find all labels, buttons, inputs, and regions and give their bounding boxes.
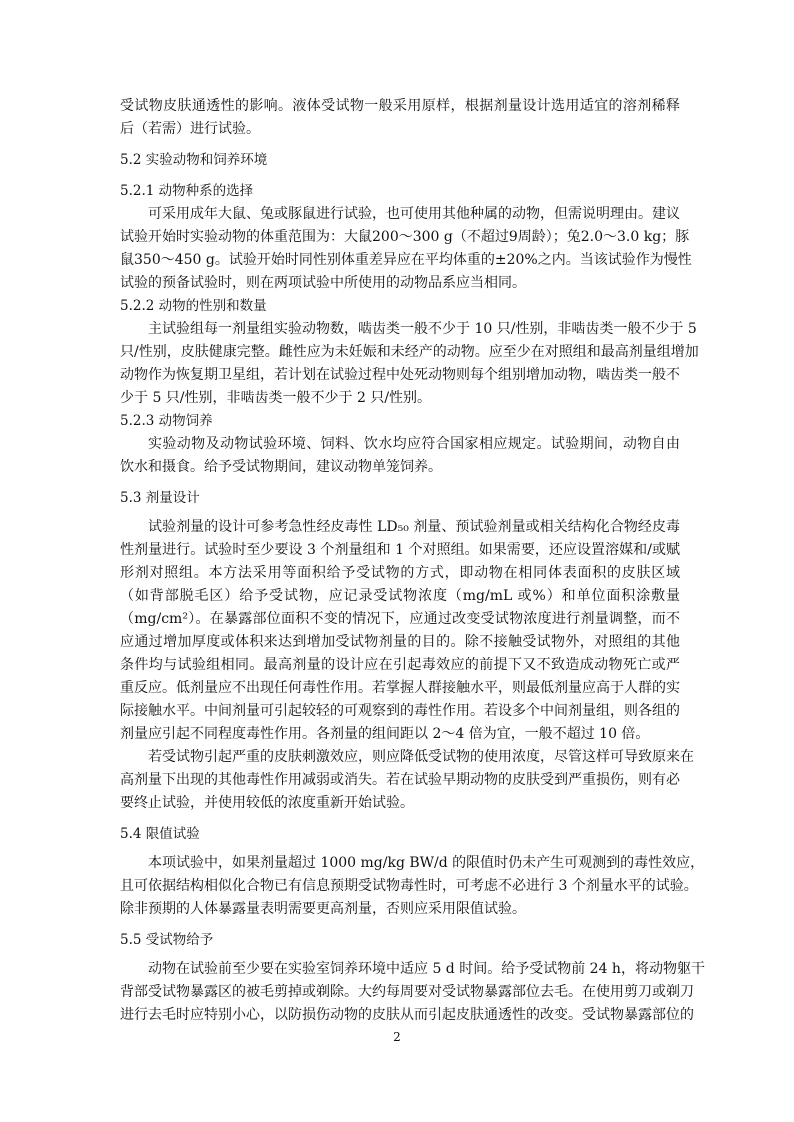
body-text-line: 背部受试物暴露区的被毛剪掉或剃除。大约每周要对受试物暴露部位去毛。在使用剪刀或剃刀 <box>120 984 694 1000</box>
body-text-line: 少于 5 只/性别，非啮齿类一般不少于 2 只/性别。 <box>120 390 432 406</box>
body-text-line: 可采用成年大鼠、兔或豚鼠进行试验，也可使用其他种属的动物，但需说明理由。建议 <box>148 206 680 222</box>
body-text-line: 只/性别，皮肤健康完整。雌性应为未妊娠和未经产的动物。应至少在对照组和最高剂量组增加 <box>120 344 699 360</box>
body-text-line: 动物在试验前至少要在实验室饲养环境中适应 5 d 时间。给予受试物前 24 h，将动物躯干 <box>148 961 705 977</box>
body-text-line: 条件均与试验组相同。最高剂量的设计应在引起毒效应的前提下又不致造成动物死亡或严 <box>120 657 680 673</box>
subsection-heading-5-2-2: 5.2.2 动物的性别和数量 <box>120 298 267 314</box>
body-text-line: 饮水和摄食。给予受试物期间，建议动物单笼饲养。 <box>120 459 442 475</box>
body-text-line: 试验的预备试验时，则在两项试验中所使用的动物品系应当相同。 <box>120 275 526 291</box>
body-text-line: 际接触水平。中间剂量可引起较轻的可观察到的毒性作用。若设多个中间剂量组，则各组的 <box>120 703 680 719</box>
section-heading-5-2: 5.2 实验动物和饲养环境 <box>120 152 268 168</box>
section-heading-5-4: 5.4 限值试验 <box>120 826 200 842</box>
body-text-line: 剂量应引起不同程度毒性作用。各剂量的组间距以 2～4 倍为宜，一般不超过 10 倍。 <box>120 726 650 742</box>
page-number: 2 <box>393 1030 401 1044</box>
body-text-line: 动物作为恢复期卫星组，若计划在试验过程中处死动物则每个组别增加动物，啮齿类一般不 <box>120 367 680 383</box>
body-text-line: 形剂对照组。本方法采用等面积给予受试物的方式，即动物在相同体表面积的皮肤区域 <box>120 565 680 581</box>
body-text-line: 应通过增加厚度或体积来达到增加受试物剂量的目的。除不接触受试物外，对照组的其他 <box>120 634 680 650</box>
body-text-line: 要终止试验，并使用较低的浓度重新开始试验。 <box>120 795 414 811</box>
body-text-line: 鼠350～450 g。试验开始时同性别体重差异应在平均体重的±20%之内。当该试验作为慢性 <box>120 252 692 268</box>
body-text-line: 若受试物引起严重的皮肤刺激效应，则应降低受试物的使用浓度，尽管这样可导致原来在 <box>148 749 694 765</box>
body-text-line: 试验开始时实验动物的体重范围为：大鼠200～300 g（不超过9周龄）；兔2.0～3.0 kg；豚 <box>120 229 690 245</box>
section-heading-5-5: 5.5 受试物给予 <box>120 932 214 948</box>
body-text-line: 重反应。低剂量应不出现任何毒性作用。若掌握人群接触水平，则最低剂量应高于人群的实 <box>120 680 680 696</box>
body-text-line: 受试物皮肤通透性的影响。液体受试物一般采用原样，根据剂量设计选用适宜的溶剂稀释 <box>120 98 680 114</box>
section-heading-5-3: 5.3 剂量设计 <box>120 490 200 506</box>
body-text-line: 且可依据结构相似化合物已有信息预期受试物毒性时，可考虑不必进行 3 个剂量水平的试验。 <box>120 878 698 894</box>
body-text-line: 实验动物及动物试验环境、饲料、饮水均应符合国家相应规定。试验期间，动物自由 <box>148 436 680 452</box>
body-text-line: 高剂量下出现的其他毒性作用减弱或消失。若在试验早期动物的皮肤受到严重损伤，则有必 <box>120 772 680 788</box>
body-text-line: 主试验组每一剂量组实验动物数，啮齿类一般不少于 10 只/性别，非啮齿类一般不少于 5 <box>148 321 697 337</box>
body-text-line: 后（若需）进行试验。 <box>120 121 260 137</box>
body-text-line: 进行去毛时应特别小心，以防损伤动物的皮肤从而引起皮肤通透性的改变。受试物暴露部位的 <box>120 1007 694 1023</box>
body-text-line: 本项试验中，如果剂量超过 1000 mg/kg BW/d 的限值时仍未产生可观测到的毒性效应， <box>148 855 705 871</box>
subsection-heading-5-2-1: 5.2.1 动物种系的选择 <box>120 183 254 199</box>
body-text-line: 试验剂量的设计可参考急性经皮毒性 LD₅₀ 剂量、预试验剂量或相关结构化合物经皮毒 <box>148 519 680 535</box>
body-text-line: 除非预期的人体暴露量表明需要更高剂量，否则应采用限值试验。 <box>120 901 526 917</box>
body-text-line: （如背部脱毛区）给予受试物，应记录受试物浓度（mg/mL 或%）和单位面积涂敷量 <box>120 588 680 604</box>
body-text-line: （mg/cm²）。在暴露部位面积不变的情况下，应通过改变受试物浓度进行剂量调整，而不 <box>120 611 680 627</box>
subsection-heading-5-2-3: 5.2.3 动物饲养 <box>120 413 213 429</box>
body-text-line: 性剂量进行。试验时至少要设 3 个剂量组和 1 个对照组。如果需要，还应设置溶媒和/或赋 <box>120 542 680 558</box>
